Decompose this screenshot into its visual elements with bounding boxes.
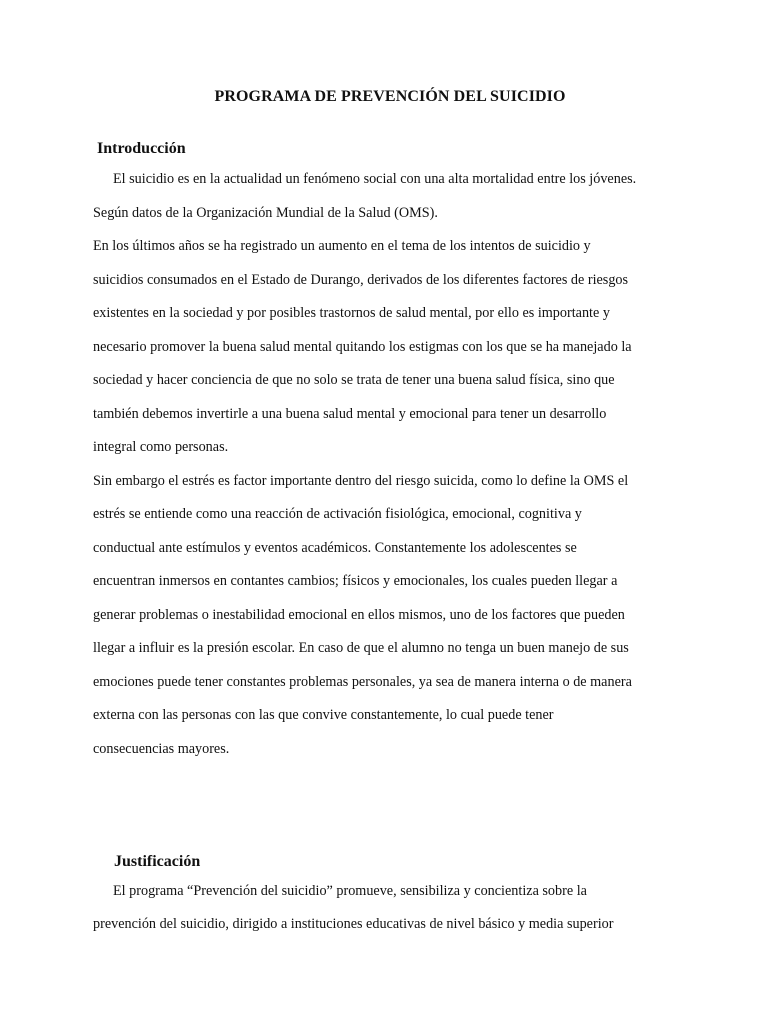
paragraph-line: consecuencias mayores. bbox=[93, 741, 230, 757]
paragraph-line: Según datos de la Organización Mundial de la Salud (OMS). bbox=[93, 205, 438, 221]
paragraph-line: conductual ante estímulos y eventos académicos. Constantemente los adolescentes se bbox=[93, 540, 577, 556]
section-heading-introduccion: Introducción bbox=[97, 140, 186, 157]
paragraph-line: suicidios consumados en el Estado de Durango, derivados de los diferentes factores de riesgos bbox=[93, 272, 629, 288]
document-title: PROGRAMA DE PREVENCIÓN DEL SUICIDIO bbox=[214, 88, 566, 105]
section-heading-justificacion: Justificación bbox=[114, 853, 201, 870]
paragraph-line: estrés se entiende como una reacción de activación fisiológica, emocional, cognitiva y bbox=[93, 506, 582, 522]
paragraph-line: El suicidio es en la actualidad un fenómeno social con una alta mortalidad entre los jóvenes. bbox=[113, 171, 637, 187]
paragraph-line: integral como personas. bbox=[93, 439, 229, 455]
paragraph-line: encuentran inmersos en contantes cambios; físicos y emocionales, los cuales pueden llegar a bbox=[93, 573, 618, 589]
paragraph-line: emociones puede tener constantes problemas personales, ya sea de manera interna o de manera bbox=[93, 674, 632, 690]
paragraph-line: En los últimos años se ha registrado un aumento en el tema de los intentos de suicidio y bbox=[93, 238, 591, 254]
paragraph-line: Sin embargo el estrés es factor importante dentro del riesgo suicida, como lo define la OMS el bbox=[93, 473, 629, 489]
paragraph-line: generar problemas o inestabilidad emocional en ellos mismos, uno de los factores que pueden bbox=[93, 607, 625, 623]
paragraph-line: existentes en la sociedad y por posibles trastornos de salud mental, por ello es importante y bbox=[93, 305, 610, 321]
paragraph-line: prevención del suicidio, dirigido a instituciones educativas de nivel básico y media superior bbox=[93, 916, 614, 932]
paragraph-line: sociedad y hacer conciencia de que no solo se trata de tener una buena salud física, sino que bbox=[93, 372, 615, 388]
paragraph-line: también debemos invertirle a una buena salud mental y emocional para tener un desarrollo bbox=[93, 406, 607, 422]
paragraph-line: llegar a influir es la presión escolar. En caso de que el alumno no tenga un buen manejo de sus bbox=[93, 640, 629, 656]
paragraph-line: El programa “Prevención del suicidio” promueve, sensibiliza y concientiza sobre la bbox=[113, 883, 587, 899]
paragraph-line: externa con las personas con las que convive constantemente, lo cual puede tener bbox=[93, 707, 554, 723]
paragraph-line: necesario promover la buena salud mental quitando los estigmas con los que se ha manejado la bbox=[93, 339, 632, 355]
